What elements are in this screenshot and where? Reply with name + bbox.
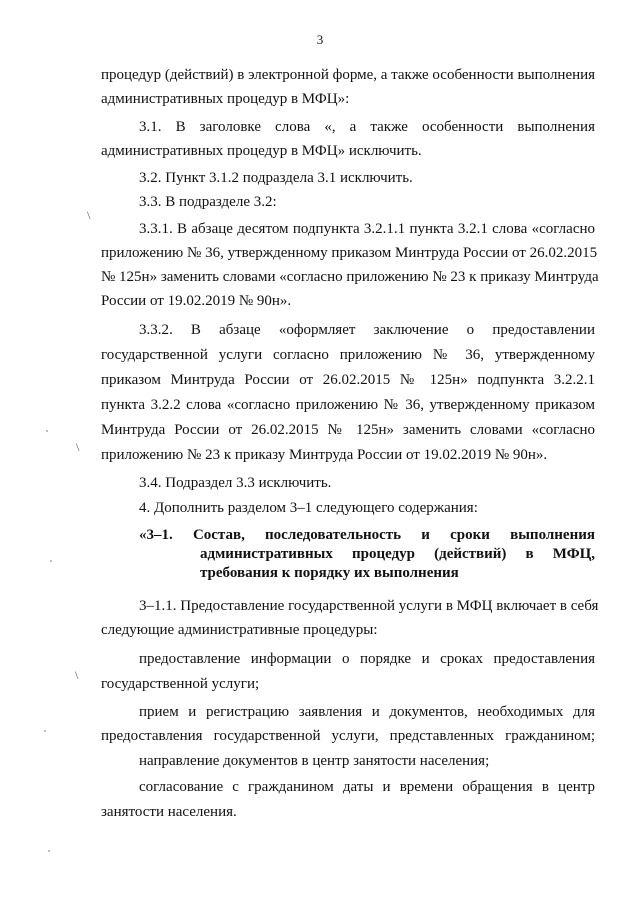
text-line: 3.3.1. В абзаце десятом подпункта 3.2.1.1 пункта 3.2.1 слова «согласно — [139, 221, 595, 237]
text-line: 4. Дополнить разделом 3–1 следующего содержания: — [139, 500, 478, 516]
margin-tick-mark: \ — [76, 440, 80, 454]
scan-speck — [44, 730, 46, 732]
page-number: 3 — [316, 32, 324, 47]
text-line: России от 19.02.2019 № 90н». — [101, 293, 292, 309]
text-line: административных процедур в МФЦ» исключить. — [101, 143, 422, 159]
section-heading-line: требования к порядку их выполнения — [200, 565, 459, 581]
text-line: 3.2. Пункт 3.1.2 подраздела 3.1 исключить. — [139, 170, 413, 186]
text-line: согласование с гражданином даты и времени обращения в центр — [139, 779, 595, 795]
text-line: занятости населения. — [101, 804, 237, 820]
section-heading-line: «3–1. Состав, последовательность и сроки выполнения — [139, 527, 595, 543]
margin-tick-mark: \ — [87, 208, 91, 222]
text-line: 3.3. В подразделе 3.2: — [139, 194, 277, 210]
text-line: прием и регистрацию заявления и документов, необходимых для — [139, 704, 595, 720]
text-line: государственной услуги; — [101, 676, 260, 692]
text-line: направление документов в центр занятости населения; — [139, 753, 490, 769]
text-line: 3.4. Подраздел 3.3 исключить. — [139, 475, 332, 491]
text-line: 3.1. В заголовке слова «, а также особенности выполнения — [139, 119, 595, 135]
text-line: Минтруда России от 26.02.2015 № 125н» заменить словами «согласно — [101, 422, 595, 438]
text-line: предоставления государственной услуги, представленных гражданином; — [101, 728, 595, 744]
text-line: предоставление информации о порядке и сроках предоставления — [139, 651, 595, 667]
text-line: пункта 3.2.2 слова «согласно приложению № 36, утвержденному приказом — [101, 397, 595, 413]
text-line: государственной услуги согласно приложению № 36, утвержденному — [101, 347, 595, 363]
scan-speck — [46, 430, 48, 432]
text-line: 3–1.1. Предоставление государственной услуги в МФЦ включает в себя — [139, 598, 599, 614]
margin-tick-mark: \ — [75, 668, 79, 682]
text-line: приложению № 23 к приказу Минтруда России от 19.02.2019 № 90н». — [101, 447, 548, 463]
scan-speck — [50, 560, 52, 562]
section-heading-line: административных процедур (действий) в МФЦ, — [200, 546, 595, 562]
text-line: № 125н» заменить словами «согласно приложению № 23 к приказу Минтруда — [101, 269, 599, 285]
text-line: следующие административные процедуры: — [101, 622, 378, 638]
text-line: процедур (действий) в электронной форме, а также особенности выполнения — [101, 67, 596, 83]
scan-speck — [48, 850, 50, 852]
text-line: 3.3.2. В абзаце «оформляет заключение о предоставлении — [139, 322, 595, 338]
text-line: административных процедур в МФЦ»: — [101, 91, 350, 107]
text-line: приложению № 36, утвержденному приказом Минтруда России от 26.02.2015 — [101, 245, 598, 261]
text-line: приказом Минтруда России от 26.02.2015 № 125н» подпункта 3.2.2.1 — [101, 372, 595, 388]
